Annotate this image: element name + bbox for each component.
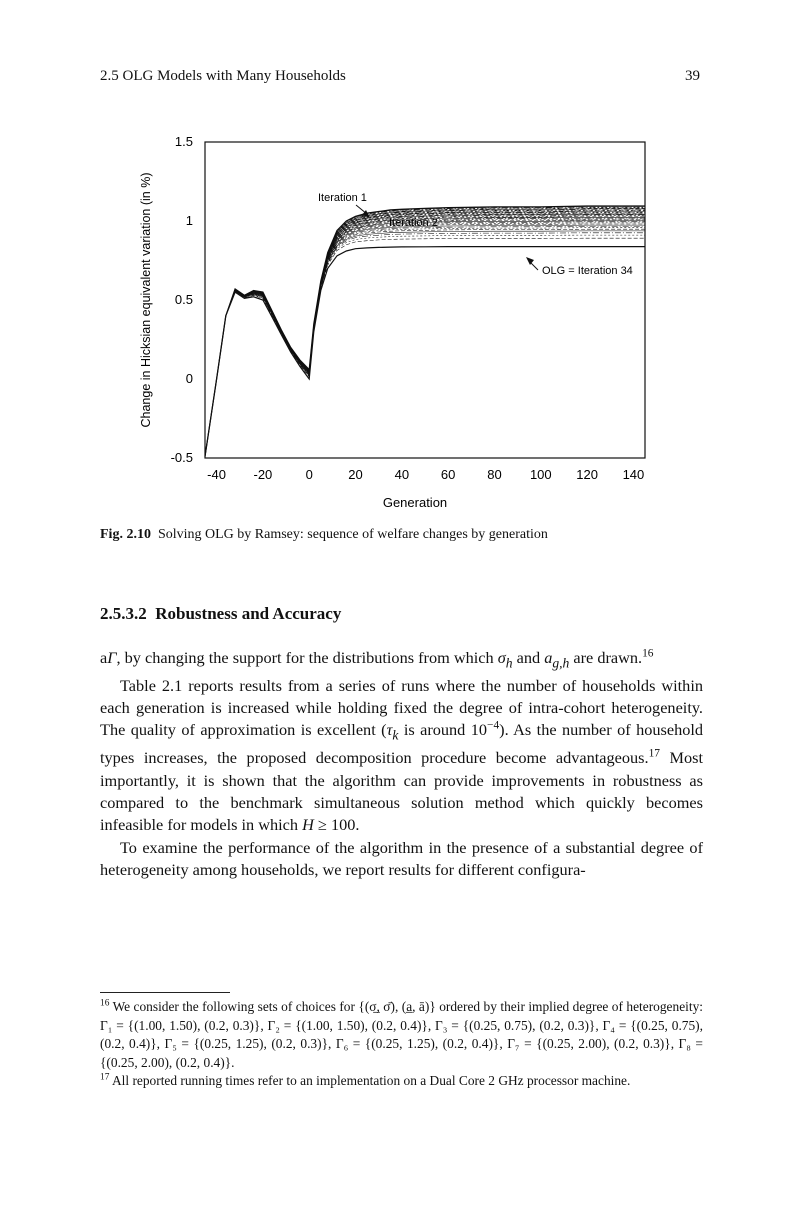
footnote-17 <box>100 1072 703 1091</box>
arrow-olg-head <box>526 257 534 265</box>
series-iteration-27 <box>205 226 645 456</box>
iteration-curves <box>205 206 645 456</box>
y-tick-label: 0.5 <box>174 292 193 307</box>
footnote-16-number: 16 <box>100 998 110 1009</box>
y-tick-label: 0 <box>185 371 193 386</box>
figure-caption <box>100 527 700 543</box>
series-iteration-29 <box>205 229 645 456</box>
series-iteration-14 <box>205 214 645 456</box>
p2-text-e: ≥ 100. <box>313 815 360 835</box>
y-tick-label: 1 <box>185 213 193 228</box>
p1-sigma: σ <box>497 648 506 667</box>
p2-tau-sub: k <box>392 727 399 743</box>
series-iteration-21 <box>205 220 645 457</box>
series-iteration-26 <box>205 225 645 456</box>
p1-text-b: , by changing the support for the distributions from which <box>116 648 498 667</box>
series-iteration-5 <box>205 208 645 456</box>
x-tick-label: -40 <box>207 467 226 482</box>
x-tick-labels <box>207 467 644 482</box>
series-iteration-25 <box>205 224 645 456</box>
p2-tau: τ <box>386 720 393 740</box>
series-iteration-2 <box>205 207 645 457</box>
x-tick-label: 0 <box>305 467 313 482</box>
caption-text: Solving OLG by Ramsey: sequence of welfare changes by generation <box>157 527 548 542</box>
series-iteration-18 <box>205 217 645 456</box>
series-iteration-16 <box>205 216 645 457</box>
y-tick-label: -0.5 <box>170 450 193 465</box>
p1-a-sub: g,h <box>552 655 570 671</box>
p2-exponent: −4 <box>487 720 500 733</box>
footnote-ref-16[interactable]: 16 <box>642 647 654 660</box>
series-olg-iteration-34 <box>205 247 645 457</box>
footnotes <box>100 998 703 1091</box>
paragraph-3: To examine the performance of the algorithm in the presence of a substantial degree of heterogeneity among households, we report results for different configura- <box>100 837 703 880</box>
footnote-16-text: We consider the following sets of choices for {(σ̲, σ̄), (a̲, ā)} ordered by their implied degree of heterogeneity: Γ₁ = {(1.00, 1.50), (0.2, 0.3)}, Γ₂ = {(1.00, 1.50), (0.2, 0.4)}, Γ₃ = {(0.25, 0.75), (0.2, 0.3)}, Γ₄ = {(0.25, 0.75), (0.2, 0.4)}, Γ₅ = {(0.25, 1.25), (0.2, 0.3)}, Γ₆ = {(0.25, 1.25), (0.2, 0.4)}, Γ₇ = {(0.25, 2.00), (0.2, 0.3)}, Γ₈ = {(0.25, 2.00), (0.2, 0.4)}. <box>100 999 703 1070</box>
series-iteration-1 <box>205 206 645 456</box>
section-heading <box>100 604 341 624</box>
footnote-rule <box>100 992 230 993</box>
paragraph-2 <box>100 675 703 837</box>
plot-frame <box>205 142 645 458</box>
x-tick-label: 120 <box>576 467 598 482</box>
series-iteration-24 <box>205 223 645 457</box>
p1-gamma: Γ <box>107 648 117 667</box>
x-tick-label: 20 <box>348 467 363 482</box>
p1-text-c: and <box>512 648 545 667</box>
running-head-title: 2.5 OLG Models with Many Households <box>100 68 346 84</box>
p1-sigma-sub: h <box>505 655 513 671</box>
annotation-iteration-1: Iteration 1 <box>318 192 367 204</box>
p1-text-d: are drawn. <box>569 648 643 667</box>
footnote-17-text: All reported running times refer to an implementation on a Dual Core 2 GHz processor machine. <box>111 1073 631 1089</box>
series-iteration-12 <box>205 213 645 457</box>
series-iteration-17 <box>205 217 645 457</box>
x-tick-label: -20 <box>253 467 273 482</box>
series-iteration-15 <box>205 215 645 457</box>
x-axis-label: Generation <box>382 495 448 510</box>
caption-label: Fig. 2.10 <box>100 527 151 542</box>
body-text <box>100 647 703 882</box>
series-iteration-28 <box>205 228 645 457</box>
x-tick-label: 60 <box>440 467 456 482</box>
series-iteration-9 <box>205 211 645 457</box>
x-tick-label: 140 <box>622 467 645 482</box>
series-iteration-23 <box>205 222 645 457</box>
p2-text-d: Most importantly, it is shown that the algorithm can provide improvements in robustness as compared to the benchmark simultaneous solution method which quickly becomes infeasible for models in which <box>100 748 703 835</box>
x-tick-label: 80 <box>487 467 502 482</box>
series-iteration-20 <box>205 219 645 456</box>
series-iteration-4 <box>205 208 645 457</box>
series-iteration-3 <box>205 207 645 456</box>
p2-text-c: ). As the number of household types increases, the proposed decomposition procedure become advantageous. <box>100 720 704 768</box>
p2-h: H <box>302 815 314 835</box>
y-tick-label: 1.5 <box>174 134 193 149</box>
welfare-chart <box>100 128 700 520</box>
footnote-ref-17[interactable]: 17 <box>648 747 660 760</box>
series-iteration-10 <box>205 211 645 456</box>
x-tick-label: 40 <box>394 467 410 482</box>
p1-text-a: a <box>100 648 108 667</box>
section-title: Robustness and Accuracy <box>155 604 342 623</box>
section-number: 2.5.3.2 <box>100 604 147 623</box>
footnote-16 <box>100 998 703 1072</box>
p2-text-b: is around 10 <box>398 720 488 740</box>
figure-welfare-changes <box>100 128 700 520</box>
series-iteration-11 <box>205 212 645 456</box>
series-iteration-19 <box>205 218 645 456</box>
series-iteration-22 <box>205 221 645 457</box>
y-tick-labels <box>171 134 193 465</box>
x-tick-label: 100 <box>529 467 552 482</box>
footnote-17-number: 17 <box>100 1072 110 1083</box>
series-iteration-13 <box>205 214 645 457</box>
y-axis-label: Change in Hicksian equivalent variation (in %) <box>139 172 153 428</box>
p2-text-a: Table 2.1 reports results from a series of runs where the number of households within each generation is increased while holding fixed the degree of intra-cohort heterogeneity. The quality of approximation is excellent ( <box>100 675 703 740</box>
annotation-olg: OLG = Iteration 34 <box>542 265 633 277</box>
running-head <box>100 68 700 90</box>
paragraph-1 <box>100 647 703 675</box>
annotation-iteration-2: Iteration 2 <box>389 217 438 229</box>
page-number: 39 <box>685 68 700 84</box>
p1-a: a <box>544 648 553 667</box>
